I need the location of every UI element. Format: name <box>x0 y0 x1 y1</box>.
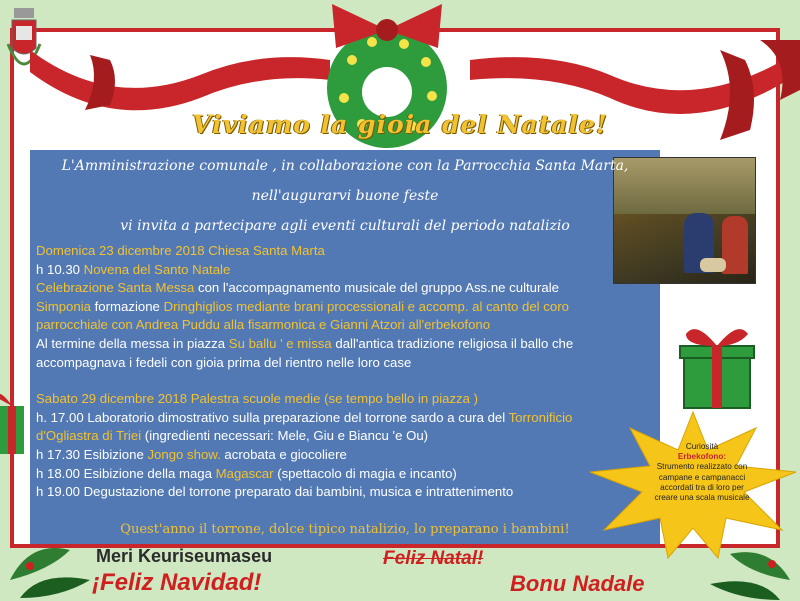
intro-line-1: L'Amministrazione comunale , in collaborazione con la Parrocchia Santa Marta, <box>61 158 629 174</box>
event-details <box>36 242 676 502</box>
greeting-sardinian: Bonu Nadale <box>510 571 645 596</box>
greeting-spanish: ¡Feliz Navidad! <box>92 569 262 596</box>
curiosity-note: Curiosità Erbekofono: Strumento realizzato con campane e campanacci accordati tra di loro per creare una scala musicale <box>654 442 750 503</box>
gift-icon <box>676 320 758 412</box>
event1-line-coro: parrocchiale con Andrea Puddu alla fisarmonica e Gianni Atzori all'erbekofono <box>36 317 491 333</box>
greeting-korean: Meri Keuriseumaseu <box>96 546 273 566</box>
greeting-portuguese: Feliz Natal! <box>383 548 484 569</box>
event2-line-2: d'Ogliastra di Triei (ingredienti necessari: Mele, Giu e Biancu 'e Ou) <box>36 428 429 444</box>
page-title: Viviamo la gioia del Natale! <box>192 110 608 139</box>
closing-line: Quest'anno il torrone, dolce tipico natalizio, lo preparano i bambini! <box>120 522 570 537</box>
event1-header: Domenica 23 dicembre 2018 Chiesa Santa Marta <box>36 243 325 258</box>
intro-line-2: nell'augurarvi buone feste <box>251 188 439 204</box>
holly-icon-right <box>700 530 800 601</box>
event1-line-simponia: Simponia formazione Dringhiglios mediante brani processionali e accomp. al canto del coro <box>36 298 569 314</box>
event1-line-fedeli: accompagnava i fedeli con gioia prima del rientro nelle loro case <box>36 354 412 370</box>
event1-line-messa: Al termine della messa in piazza Su ballu ' e missa dall'antica tradizione religiosa il ballo che <box>36 335 574 351</box>
event2-line-5: h 19.00 Degustazione del torrone preparato dai bambini, musica e intrattenimento <box>36 484 514 500</box>
event1-line-time: h 10.30 Novena del Santo Natale <box>36 261 231 277</box>
intro-line-3: vi invita a partecipare agli eventi culturali del periodo natalizio <box>120 218 570 234</box>
event2-line-4: h 18.00 Esibizione della maga Magascar (spettacolo di magia e incanto) <box>36 465 457 481</box>
event2-header: Sabato 29 dicembre 2018 Palestra scuole medie (se tempo bello in piazza ) <box>36 391 479 407</box>
event2-line-1: h. 17.00 Laboratorio dimostrativo sulla preparazione del torrone sardo a cura del Torronificio <box>36 409 573 425</box>
event1-line-celebrazione: Celebrazione Santa Messa con l'accompagnamento musicale del gruppo Ass.ne culturale <box>36 280 559 296</box>
gift-icon-left <box>0 388 30 458</box>
event2-line-3: h 17.30 Esibizione Jongo show. acrobata e giocoliere <box>36 446 347 462</box>
